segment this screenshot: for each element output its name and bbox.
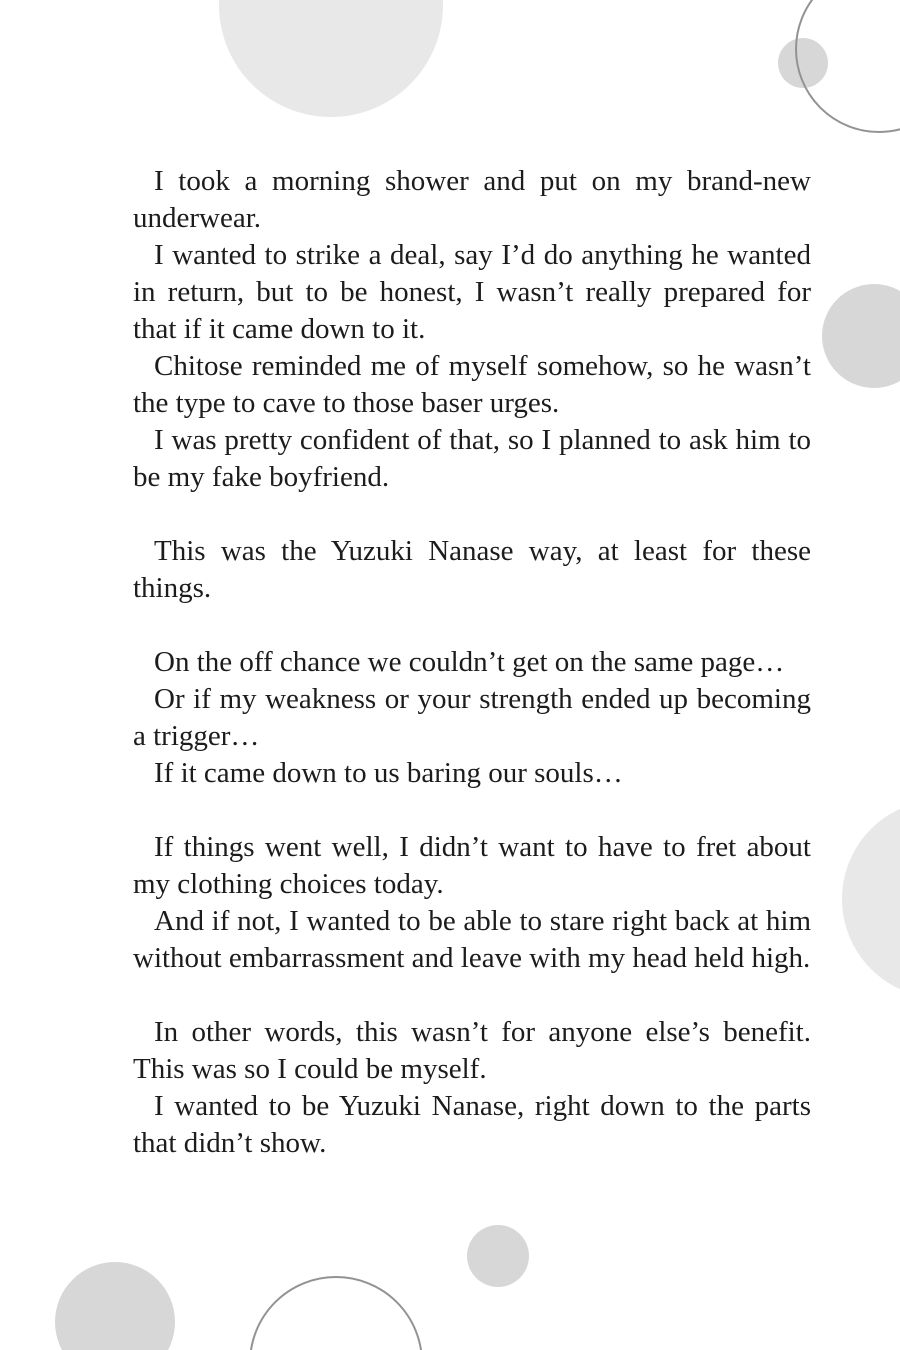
paragraph: In other words, this wasn’t for anyone else’s benefit. This was so I could be myself. [133,1016,811,1085]
paragraph: I took a morning shower and put on my brand-new underwear. [133,165,811,234]
paragraph: And if not, I wanted to be able to stare right back at him without embarrassment and leave with my head held high. [133,905,811,974]
decorative-circle-right-middle [822,284,900,388]
paragraph: If it came down to us baring our souls… [154,757,623,789]
paragraph: This was the Yuzuki Nanase way, at least for these things. [133,535,811,604]
decorative-circle-right-lower [842,800,900,998]
paragraph-group [133,644,811,792]
paragraph: If things went well, I didn’t want to have to fret about my clothing choices today. [133,831,811,900]
decorative-circle-bottom-left [55,1262,175,1350]
paragraph: I wanted to strike a deal, say I’d do anything he wanted in return, but to be honest, I wasn’t really prepared for that if it came down to it. [133,239,811,345]
decorative-circle-top-center [219,0,443,117]
page-text [133,163,811,1162]
paragraph: Or if my weakness or your strength ended up becoming a trigger… [133,683,811,752]
paragraph: Chitose reminded me of myself somehow, so he wasn’t the type to cave to those baser urges. [133,350,811,419]
decorative-circle-top-right-outline [795,0,900,133]
decorative-circle-bottom-dot [467,1225,529,1287]
paragraph: I wanted to be Yuzuki Nanase, right down to the parts that didn’t show. [133,1090,811,1159]
paragraph-group [133,829,811,977]
paragraph: On the off chance we couldn’t get on the same page… [154,646,785,678]
paragraph-group [133,163,811,496]
paragraph-group [133,1014,811,1162]
decorative-circle-bottom-outline [249,1276,423,1350]
paragraph-group [133,533,811,607]
paragraph: I was pretty confident of that, so I planned to ask him to be my fake boyfriend. [133,424,811,493]
